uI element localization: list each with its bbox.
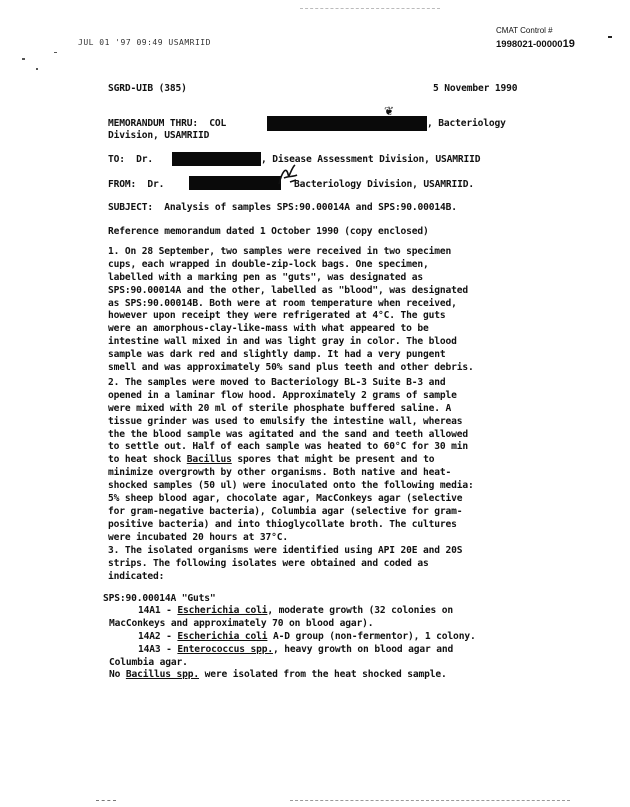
text-line: to settle out. Half of each sample was heated to 60°C for 30 min (108, 441, 469, 453)
no-bacillus-note: No Bacillus spp. were isolated from the heat shocked sample. (109, 669, 447, 681)
text-line: were an amorphous-clay-like-mass with what appeared to be (108, 323, 429, 335)
reference-line: Reference memorandum dated 1 October 1990 (copy enclosed) (108, 226, 429, 237)
text-line: 2. The samples were moved to Bacteriology BL-3 Suite B-3 and (108, 377, 446, 388)
scan-speck (36, 68, 38, 70)
scan-line (96, 800, 116, 802)
subject-line: SUBJECT: Analysis of samples SPS:90.00014A and SPS:90.00014B. (108, 202, 457, 213)
sample-heading: SPS:90.00014A "Guts" (103, 593, 216, 604)
fax-header: JUL 01 '97 09:49 USAMRIID (78, 38, 211, 47)
paragraph-2 (108, 377, 558, 545)
text-line: 3. The isolated organisms were identified using API 20E and 20S (108, 545, 463, 556)
control-label: CMAT Control # (496, 26, 553, 35)
text-line: minimize overgrowth by other organisms. Both native and heat- (108, 467, 452, 479)
text-line: 5% sheep blood agar, chocolate agar, MacConkeys agar (selective (108, 493, 463, 505)
redaction-block (189, 176, 281, 190)
list-item-cont: Columbia agar. (109, 656, 188, 668)
text-line: were incubated 20 hours at 37°C. (108, 531, 289, 543)
to-suffix: , Disease Assessment Division, USAMRIID (261, 154, 481, 165)
control-number: 1998021-0000019 (496, 38, 575, 50)
text-line: to heat shock Bacillus spores that might be present and to (108, 454, 435, 466)
text-line: SPS:90.00014A and the other, labelled as "blood", was designated (108, 284, 469, 296)
list-item-cont: MacConkeys and approximately 70 on blood agar). (109, 617, 374, 629)
text-line: labelled with a marking pen as "guts", was designated as (108, 271, 424, 283)
scan-speck (22, 58, 25, 60)
text-line: smell and was approximately 50% sand plus teeth and other debris. (108, 362, 474, 374)
from-line: FROM: Dr. (108, 179, 165, 190)
text-line: for gram-negative bacteria), Columbia agar (selective for gram- (108, 505, 463, 517)
text-line: the the blood sample was agitated and the sand and teeth allowed (108, 428, 469, 440)
text-line: positive bacteria) and into thioglycollate broth. The cultures (108, 518, 457, 530)
text-line: were mixed with 20 ml of sterile phosphate buffered saline. A (108, 402, 452, 414)
from-suffix: Bacteriology Division, USAMRIID. (294, 179, 475, 190)
text-line: as SPS:90.00014B. Both were at room temperature when received, (108, 297, 457, 309)
text-line: shocked samples (50 ul) were inoculated onto the following media: (108, 480, 474, 492)
genus-name: Bacillus spp. (125, 669, 200, 681)
scan-speck (608, 36, 612, 38)
thru-suffix: , Bacteriology (427, 118, 506, 129)
text-line: cups, each wrapped in double-zip-lock bags. One specimen, (108, 258, 429, 270)
text-line: sample was dark red and slightly damp. It had a very pungent (108, 349, 446, 361)
list-item: 14A3 - Enterococcus spp., heavy growth on blood agar and (138, 643, 454, 655)
office-symbol: SGRD-UIB (385) (108, 83, 187, 94)
text-line: tissue grinder was used to emulsify the intestine wall, whereas (108, 415, 463, 427)
text-line: however upon receipt they were refrigerated at 4°C. The guts (108, 310, 446, 322)
memo-date: 5 November 1990 (433, 83, 518, 94)
isolate-list (109, 605, 558, 682)
text-line: indicated: (108, 570, 165, 582)
scan-speck (54, 52, 57, 53)
thru-line: MEMORANDUM THRU: COL (108, 118, 227, 129)
thru-line-2: Division, USAMRIID (108, 130, 210, 141)
organism-name: Escherichia coli (177, 605, 268, 616)
scan-line (300, 8, 440, 10)
text-line: strips. The following isolates were obtained and coded as (108, 557, 429, 569)
redaction-block (172, 152, 261, 166)
organism-name: Enterococcus spp. (177, 643, 274, 655)
list-item: 14A2 - Escherichia coli A-D group (non-fermentor), 1 colony. (138, 630, 476, 642)
redaction-block (267, 116, 427, 131)
handwritten-mark: ❦ (384, 104, 395, 118)
genus-name: Bacillus (186, 454, 232, 466)
paragraph-3 (108, 545, 558, 584)
to-line: TO: Dr. (108, 154, 154, 165)
text-line: intestine wall mixed in and was light gray in color. The blood (108, 336, 457, 348)
paragraph-1 (108, 246, 558, 375)
text-line: 1. On 28 September, two samples were received in two specimen (108, 246, 452, 257)
organism-name: Escherichia coli (177, 630, 268, 642)
list-item: 14A1 - Escherichia coli, moderate growth (32 colonies on (138, 605, 454, 616)
text-line: opened in a laminar flow hood. Approximately 2 grams of sample (108, 389, 457, 401)
scan-line (290, 800, 570, 802)
